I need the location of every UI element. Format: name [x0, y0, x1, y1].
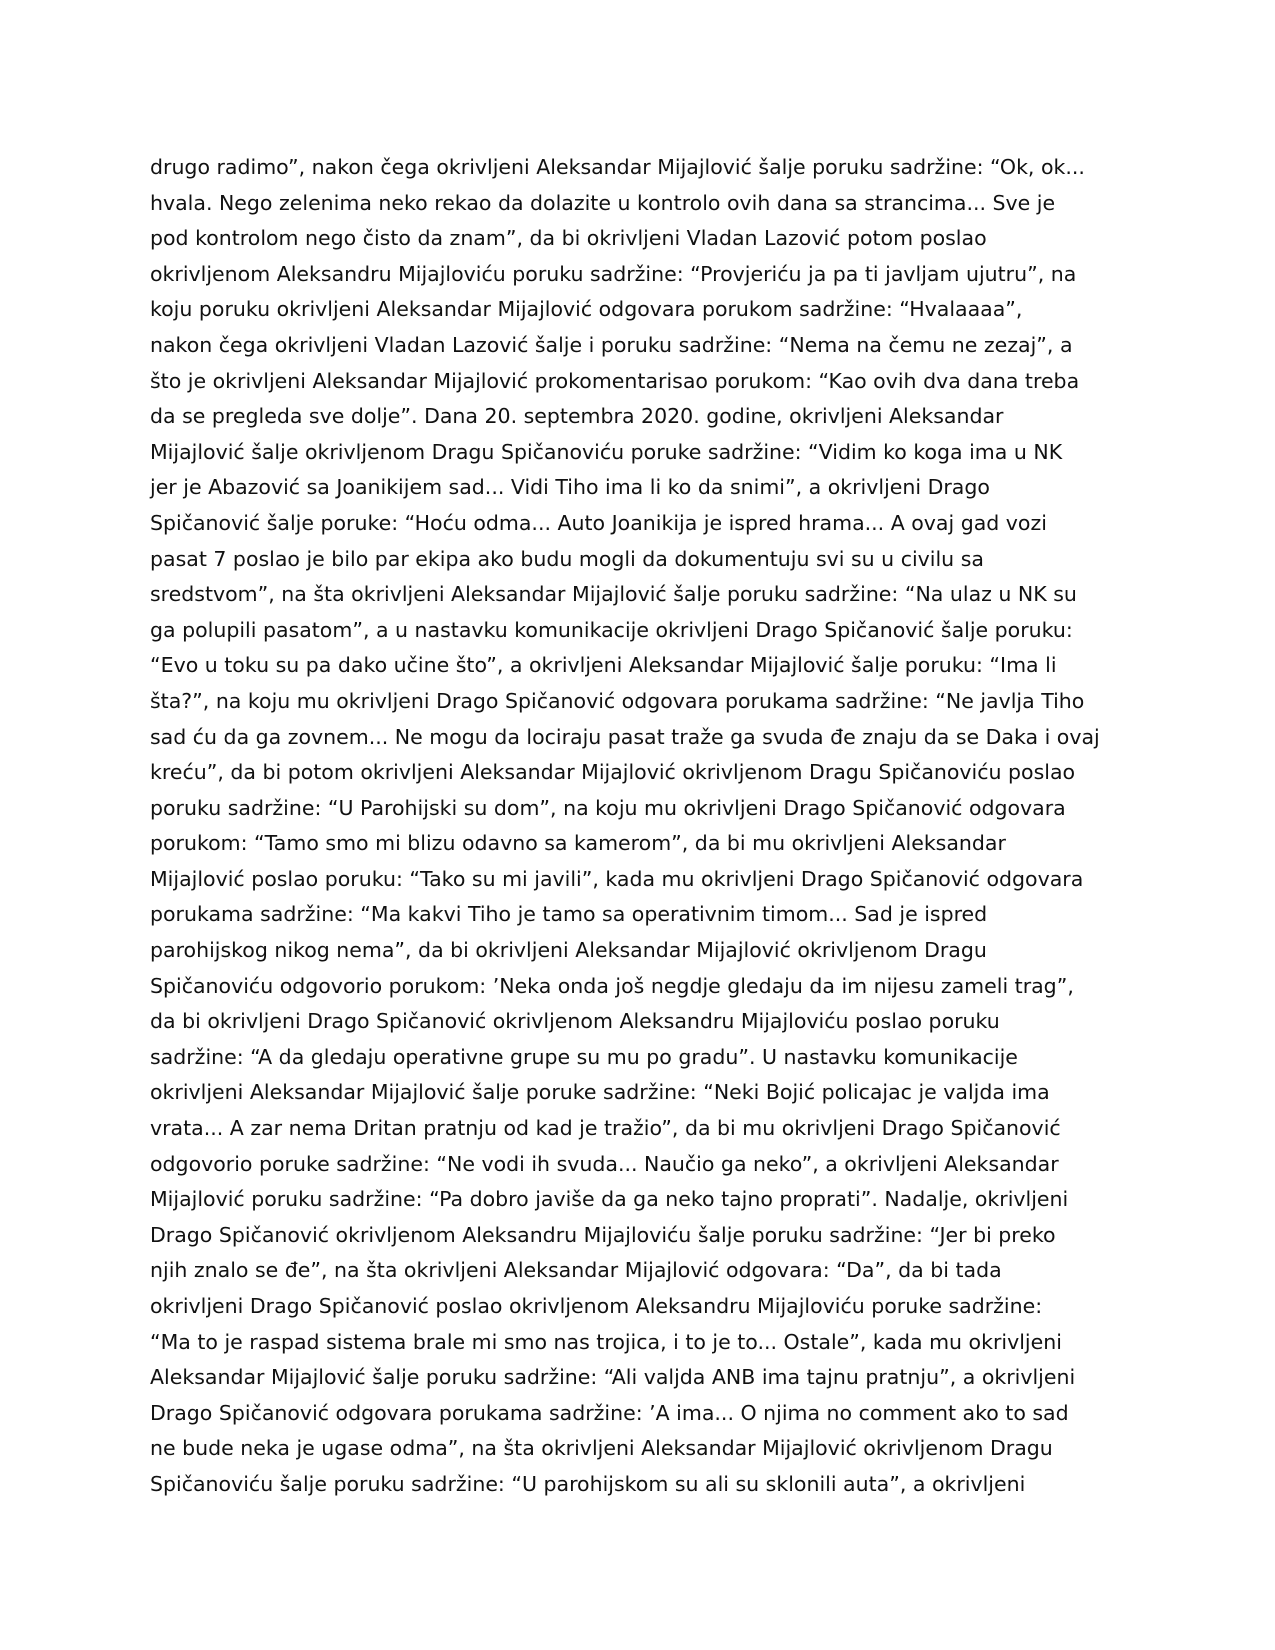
text-line: da se pregleda sve dolje”. Dana 20. septembra 2020. godine, okrivljeni Aleksandar	[150, 404, 1004, 429]
text-line: okrivljeni Drago Spičanović poslao okrivljenom Aleksandru Mijajloviću poruke sadržine:	[150, 1294, 1043, 1318]
text-line: jer je Abazović sa Joanikijem sad... Vidi Tiho ima li ko da snimi”, a okrivljeni Drago	[150, 475, 990, 500]
text-line: Mijajlović poslao poruku: “Tako su mi javili”, kada mu okrivljeni Drago Spičanović odgovara	[150, 866, 1084, 891]
text-line: ga polupili pasatom”, a u nastavku komunikacije okrivljeni Drago Spičanović šalje poruku:	[150, 617, 1073, 642]
text-line: porukama sadržine: “Ma kakvi Tiho je tamo sa operativnim timom... Sad je ispred	[150, 902, 988, 927]
text-line: Aleksandar Mijajlović šalje poruku sadržine: “Ali valjda ANB ima tajnu pratnju”, a okrivljeni	[150, 1365, 1076, 1390]
text-line: sad ću da ga zovnem... Ne mogu da lociraju pasat traže ga svuda đe znaju da se Daka i ovaj	[150, 724, 1100, 749]
text-line: drugo radimo”, nakon čega okrivljeni Aleksandar Mijajlović šalje poruku sadržine: “Ok, ok...	[150, 155, 1085, 179]
text-line: Spičanoviću odgovorio porukom: ’Neka onda još negdje gledaju da im nijesu zameli trag”,	[150, 973, 1074, 998]
text-line: Drago Spičanović okrivljenom Aleksandru Mijajloviću šalje poruku sadržine: “Jer bi preko	[150, 1222, 1056, 1247]
text-line: kreću”, da bi potom okrivljeni Aleksandar Mijajlović okrivljenom Dragu Spičanoviću poslao	[150, 760, 1076, 785]
text-line: “Evo u toku su pa dako učine što”, a okrivljeni Aleksandar Mijajlović šalje poruku: “Ima li	[150, 653, 1057, 678]
text-line: okrivljeni Aleksandar Mijajlović šalje poruke sadržine: “Neki Bojić policajac je valjda ima	[150, 1080, 1050, 1105]
text-line: Spičanović šalje poruke: “Hoću odma... Auto Joanikija je ispred hrama... A ovaj gad vozi	[150, 510, 1047, 535]
text-line: Spičanoviću šalje poruku sadržine: “U parohijskom su ali su sklonili auta”, a okrivljeni	[150, 1471, 1026, 1496]
text-line: sadržine: “A da gledaju operativne grupe su mu po gradu”. U nastavku komunikacije	[150, 1044, 1018, 1069]
text-line: sredstvom”, na šta okrivljeni Aleksandar Mijajlović šalje poruku sadržine: “Na ulaz u NK su	[150, 582, 1077, 607]
text-line: pod kontrolom nego čisto da znam”, da bi okrivljeni Vladan Lazović potom poslao	[150, 226, 987, 251]
text-line: Drago Spičanović odgovara porukama sadržine: ’A ima... O njima no comment ako to sad	[150, 1400, 1069, 1425]
text-line: nakon čega okrivljeni Vladan Lazović šalje i poruku sadržine: “Nema na čemu ne zezaj”, a	[150, 332, 1073, 357]
text-line: poruku sadržine: “U Parohijski su dom”, na koju mu okrivljeni Drago Spičanović odgovara	[150, 795, 1066, 820]
text-line: odgovorio poruke sadržine: “Ne vodi ih svuda... Naučio ga neko”, a okrivljeni Aleksandar	[150, 1151, 1059, 1176]
text-line: parohijskog nikog nema”, da bi okrivljeni Aleksandar Mijajlović okrivljenom Dragu	[150, 938, 987, 963]
text-line: hvala. Nego zelenima neko rekao da dolazite u kontrolo ovih dana sa strancima... Sve je	[150, 190, 1056, 215]
text-line: vrata... A zar nema Dritan pratnju od kad je tražio”, da bi mu okrivljeni Drago Spičanović	[150, 1116, 1061, 1141]
text-line: “Ma to je raspad sistema brale mi smo nas trojica, i to je to... Ostale”, kada mu okrivljeni	[150, 1329, 1062, 1354]
text-line: porukom: “Tamo smo mi blizu odavno sa kamerom”, da bi mu okrivljeni Aleksandar	[150, 831, 1006, 856]
text-line: koju poruku okrivljeni Aleksandar Mijajlović odgovara porukom sadržine: “Hvalaaaa”,	[150, 297, 1023, 322]
text-line: ne bude neka je ugase odma”, na šta okrivljeni Aleksandar Mijajlović okrivljenom Dragu	[150, 1436, 1053, 1461]
text-line: da bi okrivljeni Drago Spičanović okrivljenom Aleksandru Mijajloviću poslao poruku	[150, 1009, 1000, 1034]
text-line: Mijajlović šalje okrivljenom Dragu Spičanoviću poruke sadržine: “Vidim ko koga ima u NK	[150, 439, 1063, 464]
document-body-text	[150, 150, 1140, 1503]
text-line: što je okrivljeni Aleksandar Mijajlović prokomentarisao porukom: “Kao ovih dva dana treba	[150, 368, 1080, 393]
text-line: pasat 7 poslao je bilo par ekipa ako budu mogli da dokumentuju svi su u civilu sa	[150, 546, 984, 571]
text-line: okrivljenom Aleksandru Mijajloviću poruku sadržine: “Provjeriću ja pa ti javljam ujutru”, na	[150, 261, 1077, 286]
text-line: šta?”, na koju mu okrivljeni Drago Spičanović odgovara porukama sadržine: “Ne javlja Tiho	[150, 688, 1085, 713]
text-line: Mijajlović poruku sadržine: “Pa dobro javiše da ga neko tajno proprati”. Nadalje, okrivljeni	[150, 1187, 1069, 1212]
text-line: njih znalo se đe”, na šta okrivljeni Aleksandar Mijajlović odgovara: “Da”, da bi tada	[150, 1258, 1002, 1283]
